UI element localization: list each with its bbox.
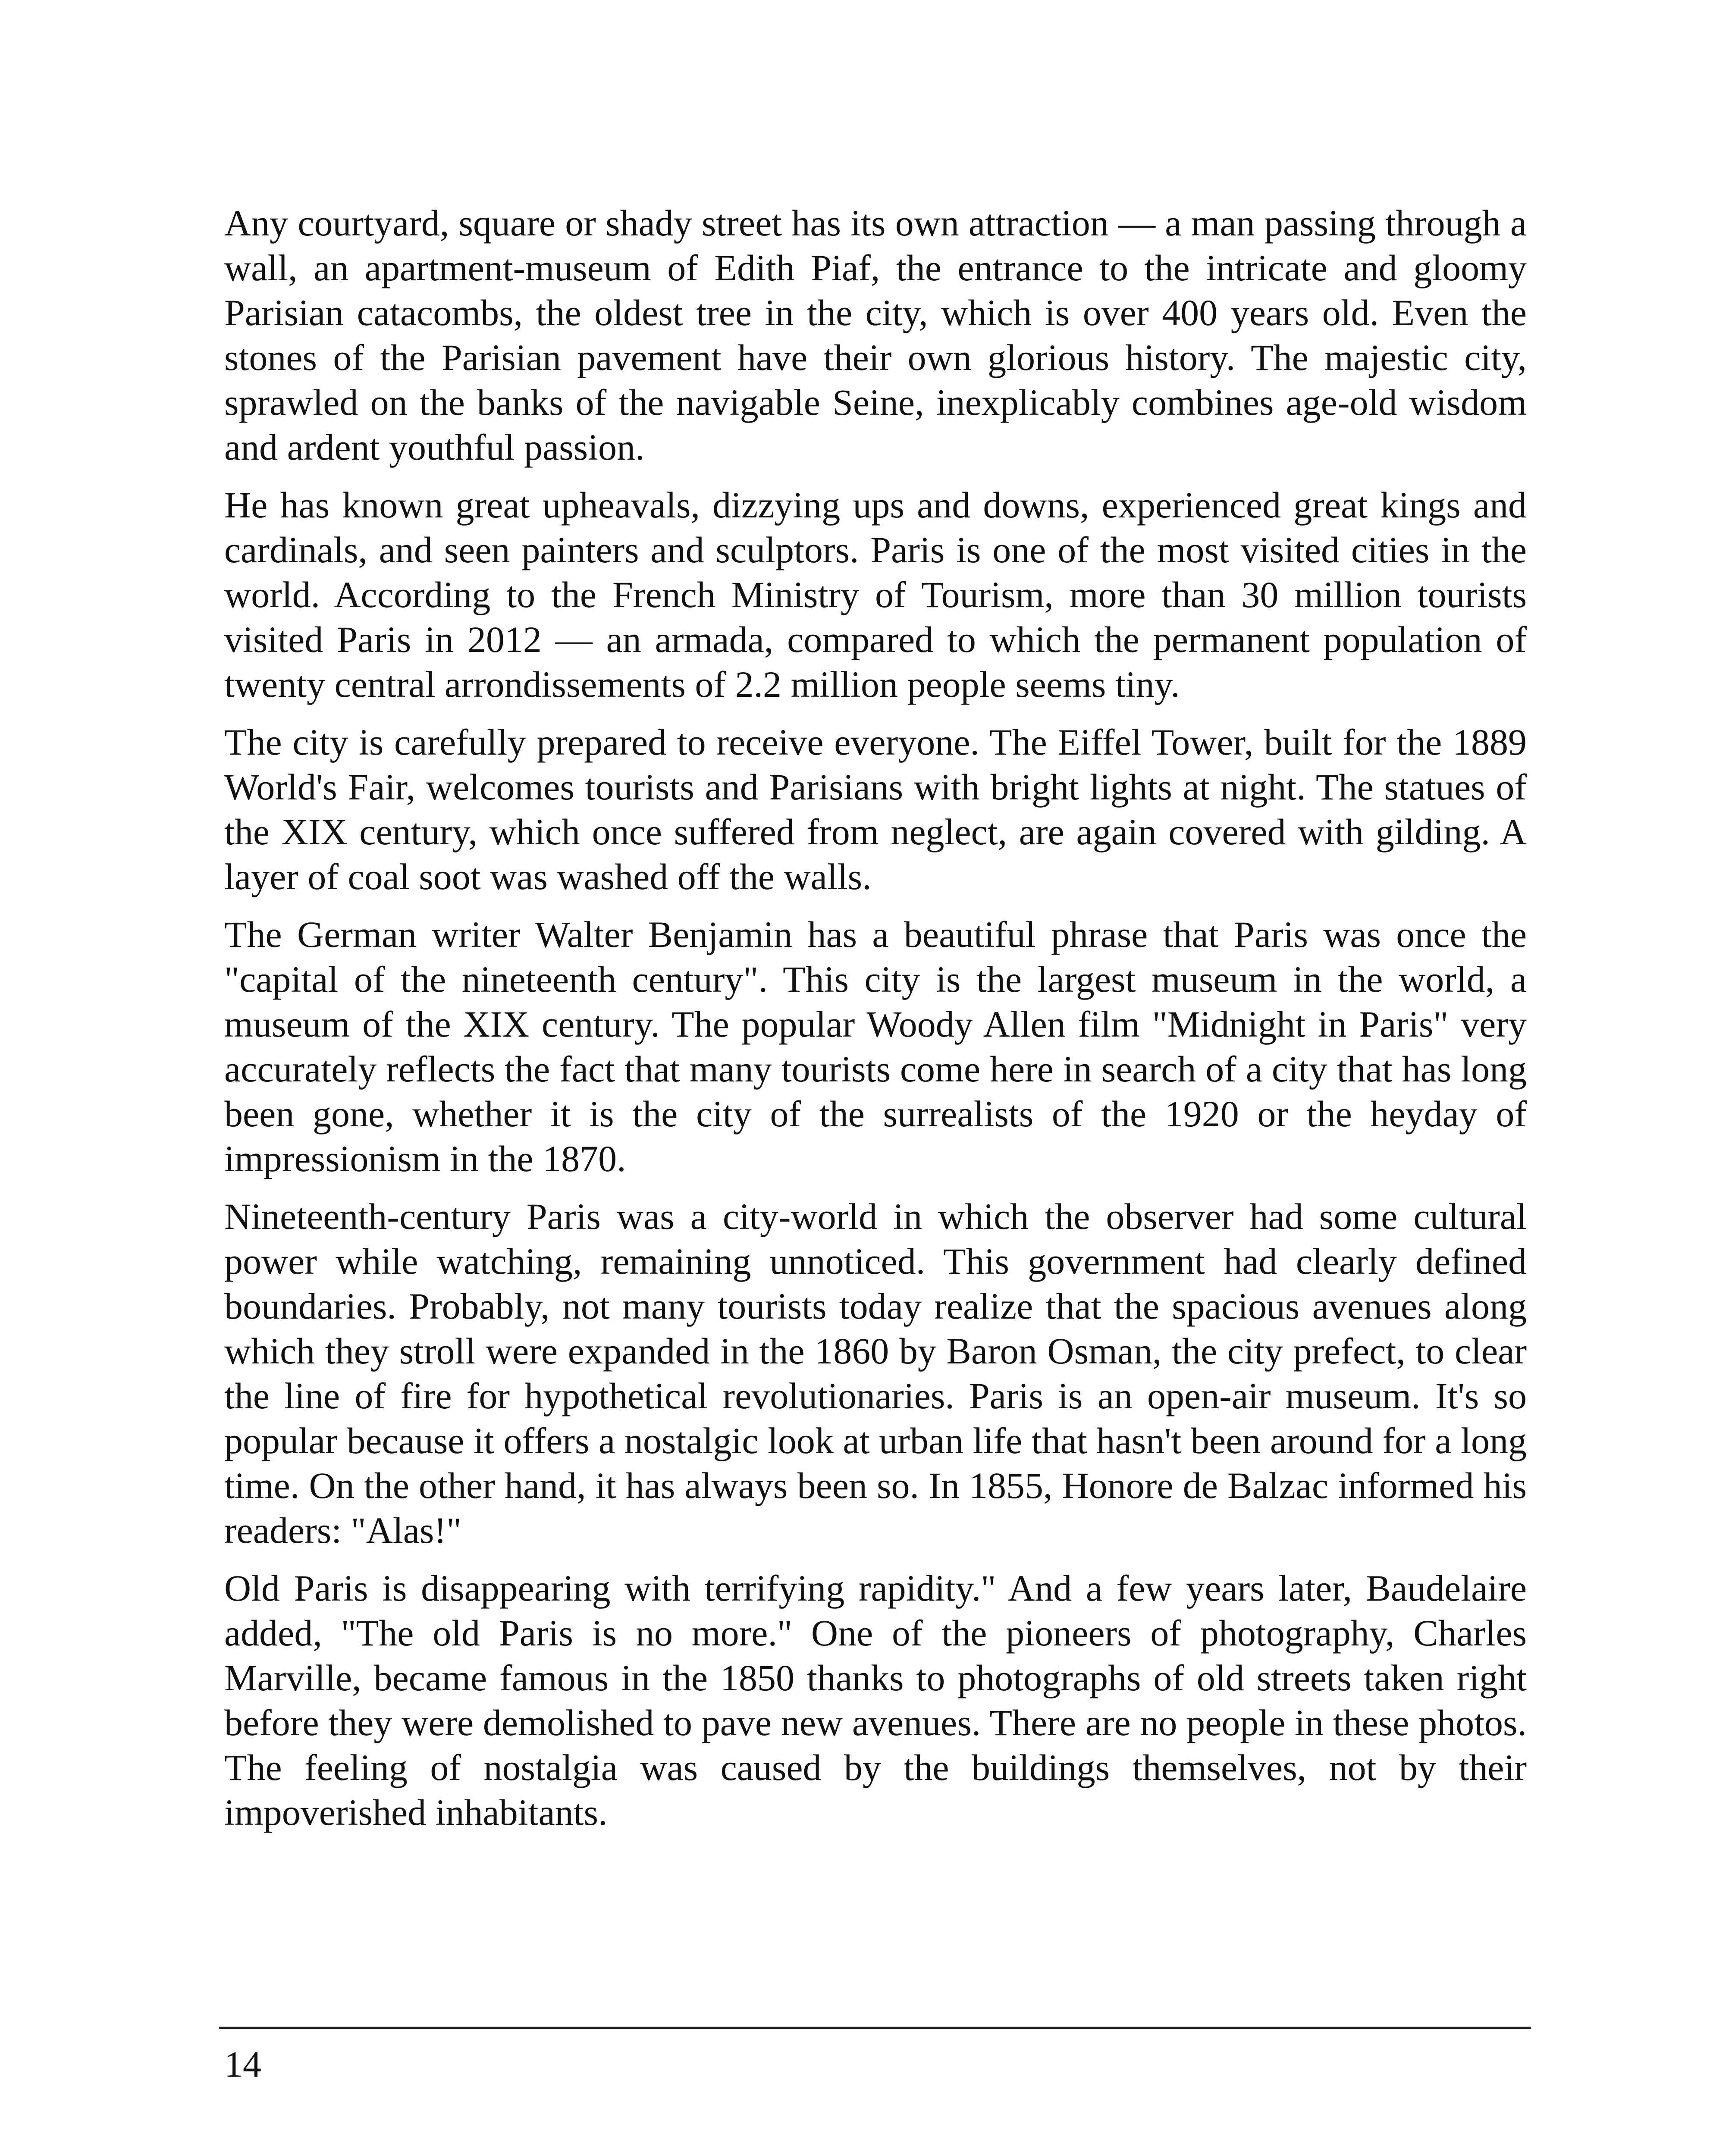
page-number: 14 — [224, 2043, 261, 2085]
footer-divider — [219, 2027, 1531, 2029]
paragraph-5: Nineteenth-century Paris was a city-world in which the observer had some cultural power while watching, remaining unnoticed. This government had clearly defined boundaries. Probably, not many tourists today realize that the spacious avenues along which they stroll were expanded in the 1860 by Baron Osman, the city prefect, to clear the line of fire for hypothetical revolutionaries. Paris is an open-air museum. It's so popular because it offers a nostalgic look at urban life that hasn't been around for a long time. On the other hand, it has always been so. In 1855, Honore de Balzac informed his readers: "Alas!" — [224, 1196, 1527, 1551]
paragraph-3: The city is carefully prepared to receive everyone. The Eiffel Tower, built for the 1889 World's Fair, welcomes tourists and Parisians with bright lights at night. The statues of the XIX century, which once suffered from neglect, are again covered with gilding. A layer of coal soot was washed off the walls. — [224, 721, 1527, 897]
paragraph-1: Any courtyard, square or shady street has its own attraction — a man passing through a wall, an apartment-museum of Edith Piaf, the entrance to the intricate and gloomy Parisian catacombs, the oldest tree in the city, which is over 400 years old. Even the stones of the Parisian pavement have their own glorious history. The majestic city, sprawled on the banks of the navigable Seine, inexplicably combines age-old wisdom and ardent youthful passion. — [224, 202, 1527, 468]
paragraph-2: He has known great upheavals, dizzying ups and downs, experienced great kings and cardinals, and seen painters and sculptors. Paris is one of the most visited cities in the world. According to the French Ministry of Tourism, more than 30 million tourists visited Paris in 2012 — an armada, compared to which the permanent population of twenty central arrondissements of 2.2 million people seems tiny. — [224, 484, 1527, 705]
paragraph-6: Old Paris is disappearing with terrifying rapidity." And a few years later, Baudelaire added, "The old Paris is no more." One of the pioneers of photography, Charles Marville, became famous in the 1850 thanks to photographs of old streets taken right before they were demolished to pave new avenues. There are no people in these photos. The feeling of nostalgia was caused by the buildings themselves, not by their impoverished inhabitants. — [224, 1567, 1527, 1833]
paragraph-4: The German writer Walter Benjamin has a beautiful phrase that Paris was once the "capital of the nineteenth century". This city is the largest museum in the world, a museum of the XIX century. The popular Woody Allen film "Midnight in Paris" very accurately reflects the fact that many tourists come here in search of a city that has long been gone, whether it is the city of the surrealists of the 1920 or the heyday of impressionism in the 1870. — [224, 914, 1527, 1179]
body-text — [224, 201, 1527, 1848]
